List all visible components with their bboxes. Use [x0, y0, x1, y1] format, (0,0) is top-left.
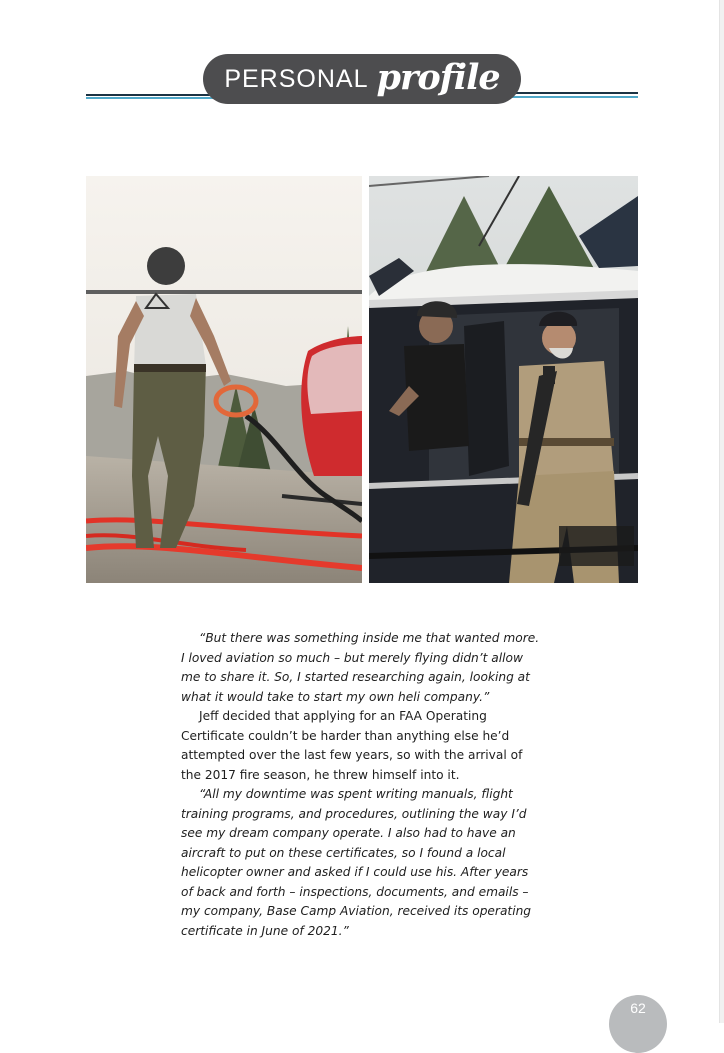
page-edge — [719, 0, 724, 1023]
section-title-bold: profile — [376, 56, 500, 98]
section-header-pill — [203, 54, 521, 104]
page-number-badge — [609, 995, 667, 1053]
page-number: 62 — [630, 1000, 646, 1016]
article-body — [181, 629, 543, 941]
article-paragraph-quote-3: “All my downtime was spent writing manuals, flight training programs, and procedures, outlining the way I’d see my dream company operate. I also had to have an aircraft to put on these certificates, so I found a local helicopter owner and asked if I could use his. After years of back and forth – inspections, documents, and emails – my company, Base Camp Aviation, received its operating certificate in June of 2021.” — [181, 787, 532, 938]
photo-pilot-refueling — [86, 176, 362, 583]
photo-helicopter-cabin — [369, 176, 638, 583]
section-title-light: PERSONAL — [224, 64, 369, 93]
article-paragraph-2: Jeff decided that applying for an FAA Operating Certificate couldn’t be harder than anything else he’d attempted over the last few years, so with the arrival of the 2017 fire season, he threw himself into it. — [181, 709, 523, 782]
article-paragraph-quote-1: “But there was something inside me that wanted more. I loved aviation so much – but merely flying didn’t allow me to share it. So, I started researching again, looking at what it would take to start my own heli company.” — [181, 631, 540, 704]
